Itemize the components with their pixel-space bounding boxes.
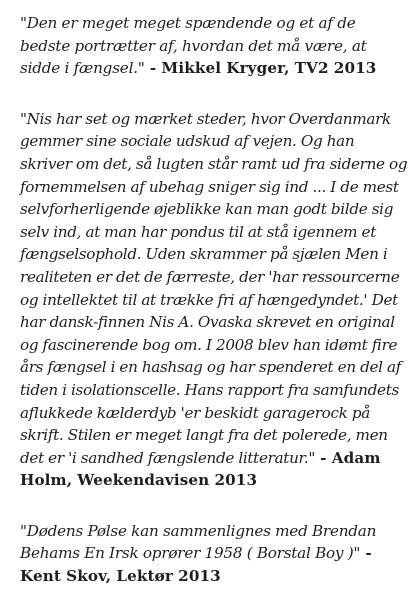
review-quote	[20, 520, 410, 588]
review-source: - Adam Holm, Weekendavisen 2013	[20, 448, 381, 490]
review-quote	[20, 12, 410, 80]
review-quote-text: "Dødens Pølse kan sammenlignes med Brendan Behams En Irsk oprører 1958 ( Borstal Boy )"	[20, 521, 377, 563]
reviews-section	[20, 12, 410, 616]
review-quote	[20, 108, 410, 492]
review-quote-text: "Den er meget meget spændende og et af de bedste portrætter af, hvordan det må være, at sidde i fængsel."	[20, 14, 367, 78]
review-quote-text: "Nis har set og mærket steder, hvor Overdanmark gemmer sine sociale udskud af vejen. Og han skriver om det, så lugten står ramt ud fra siderne og fornemmelsen af ubehag sniger sig ind ... I de mest selvforherligende øjeblikke kan man godt bilde sig selv ind, at man har pondus til at stå igennem et fængselsophold. Uden skrammer på sjælen Men i realiteten er det de færreste, der 'har ressourcerne og intellektet til at trække fri af hængedyndet.' Det har dansk-finnen Nis A. Ovaska skrevet en original og fascinerende bog om. I 2008 blev han idømt fire års fængsel i en hashsag og har spenderet en del af tiden i isolationscelle. Hans rapport fra samfundets aflukkede kælderdyb 'er beskidt garagerock på skrift. Stilen er meget langt fra det polerede, men det er 'i sandhed fængslende litteratur."	[20, 109, 408, 467]
review-source: - Mikkel Kryger, TV2 2013	[144, 59, 377, 78]
review-source: - Kent Skov, Lektør 2013	[20, 544, 372, 586]
